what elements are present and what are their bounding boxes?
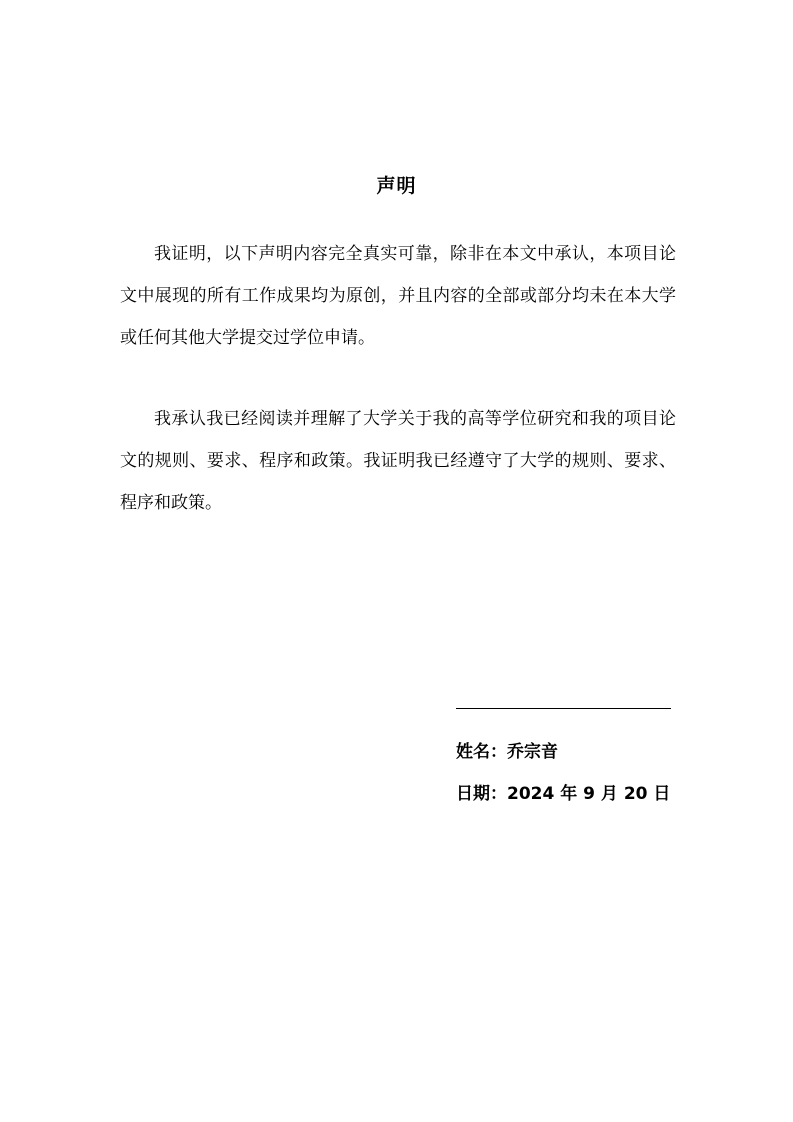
signature-date-row bbox=[456, 773, 686, 815]
date-label: 日期： bbox=[456, 784, 507, 804]
name-value: 乔宗音 bbox=[507, 742, 558, 762]
page-title: 声明 bbox=[376, 175, 417, 197]
declaration-paragraph-originality: 我证明，以下声明内容完全真实可靠，除非在本文中承认，本项目论文中展现的所有工作成果均为原创，并且内容的全部或部分均未在本大学或任何其他大学提交过学位申请。 bbox=[120, 244, 676, 348]
signature-line bbox=[456, 708, 671, 709]
name-label: 姓名： bbox=[456, 742, 507, 762]
signature-name-row bbox=[456, 731, 686, 773]
date-value: 2024 年 9 月 20 日 bbox=[507, 784, 671, 804]
signature-block bbox=[456, 690, 686, 815]
declaration-paragraph-rules: 我承认我已经阅读并理解了大学关于我的高等学位研究和我的项目论文的规则、要求、程序和政策。我证明我已经遵守了大学的规则、要求、程序和政策。 bbox=[120, 409, 676, 513]
